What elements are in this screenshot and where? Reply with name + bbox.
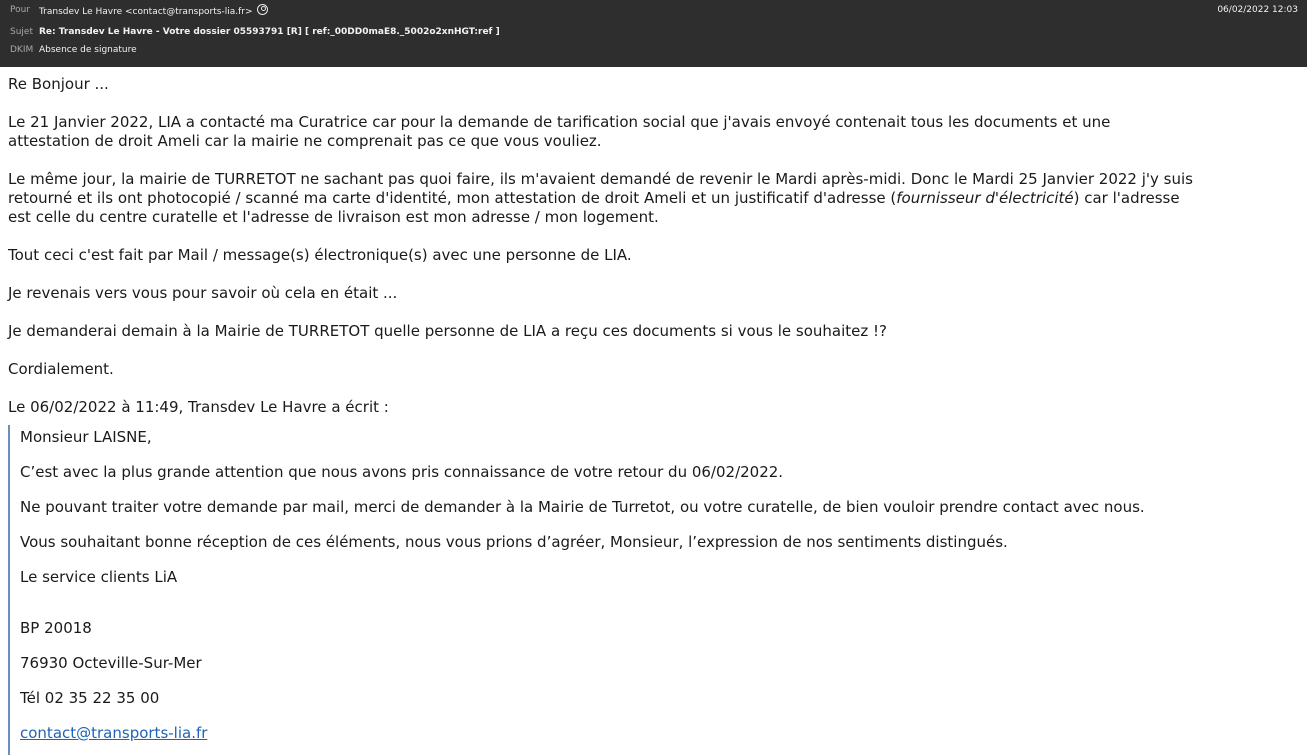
message-body [8, 67, 1300, 417]
quote-line-1: C’est avec la plus grande attention que nous avons pris connaissance de votre retour du 06/02/2022. [20, 463, 784, 481]
message-header [0, 0, 1307, 67]
paragraph-1-line-2: attestation de droit Ameli car la mairie ne comprenait pas ce que vous vouliez. [8, 132, 602, 150]
paragraph-2-line-1: Le même jour, la mairie de TURRETOT ne sachant pas quoi faire, ils m'avaient demandé de revenir le Mardi après-midi. Donc le Mardi 25 Janvier 2022 j'y suis [8, 170, 1193, 188]
paragraph-5: Je demanderai demain à la Mairie de TURRETOT quelle personne de LIA a reçu ces documents si vous le souhaitez !? [8, 322, 887, 340]
to-address[interactable]: Transdev Le Havre <contact@transports-lia.fr> [39, 6, 253, 17]
paragraph-4: Je revenais vers vous pour savoir où cela en était ... [8, 284, 398, 302]
closing: Cordialement. [8, 360, 114, 378]
paragraph-2-emphasis: fournisseur d'électricité [896, 189, 1074, 207]
paragraph-1-line-1: Le 21 Janvier 2022, LIA a contacté ma Curatrice car pour la demande de tarification social que j'avais envoyé contenait tous les documents et une [8, 113, 1111, 131]
subject-label: Sujet [10, 27, 33, 37]
contact-icon[interactable] [257, 4, 268, 15]
greeting: Re Bonjour ... [8, 75, 109, 93]
subject-value: Re: Transdev Le Havre - Votre dossier 05593791 [R] [ ref:_00DD0maE8._5002o2xnHGT:ref ] [39, 27, 500, 37]
paragraph-3: Tout ceci c'est fait par Mail / message(s) électronique(s) avec une personne de LIA. [8, 246, 632, 264]
paragraph-2-line-2-end: ) car l'adresse [1073, 189, 1180, 207]
paragraph-2-line-2-start: retourné et ils ont photocopié / scanné ma carte d'identité, mon attestation de droit Ameli et un justificatif d'adresse ( [8, 189, 897, 207]
quote-line-2: Ne pouvant traiter votre demande par mail, merci de demander à la Mairie de Turretot, ou votre curatelle, de bien vouloir prendre contact avec nous. [20, 498, 1145, 516]
to-label: Pour [10, 5, 31, 15]
quote-intro: Le 06/02/2022 à 11:49, Transdev Le Havre a écrit : [8, 398, 389, 416]
dkim-value: Absence de signature [39, 45, 137, 55]
quote-line-3: Vous souhaitant bonne réception de ces éléments, nous vous prions d’agréer, Monsieur, l’expression de nos sentiments distingués. [20, 533, 1008, 551]
message-date: 06/02/2022 12:03 [1217, 5, 1298, 15]
quote-email-link[interactable]: contact@transports-lia.fr [20, 724, 208, 742]
quote-address-2: 76930 Octeville-Sur-Mer [20, 654, 202, 672]
dkim-label: DKIM [10, 45, 34, 55]
to-value[interactable] [39, 4, 268, 17]
quote-signature: Le service clients LiA [20, 568, 178, 586]
quote-salutation: Monsieur LAISNE, [20, 428, 152, 446]
quoted-message [8, 425, 1295, 755]
paragraph-2-line-3: est celle du centre curatelle et l'adresse de livraison est mon adresse / mon logement. [8, 208, 659, 226]
paragraph-2-line-2 [8, 189, 1300, 208]
quote-address-1: BP 20018 [20, 619, 92, 637]
quote-phone: Tél 02 35 22 35 00 [20, 689, 160, 707]
